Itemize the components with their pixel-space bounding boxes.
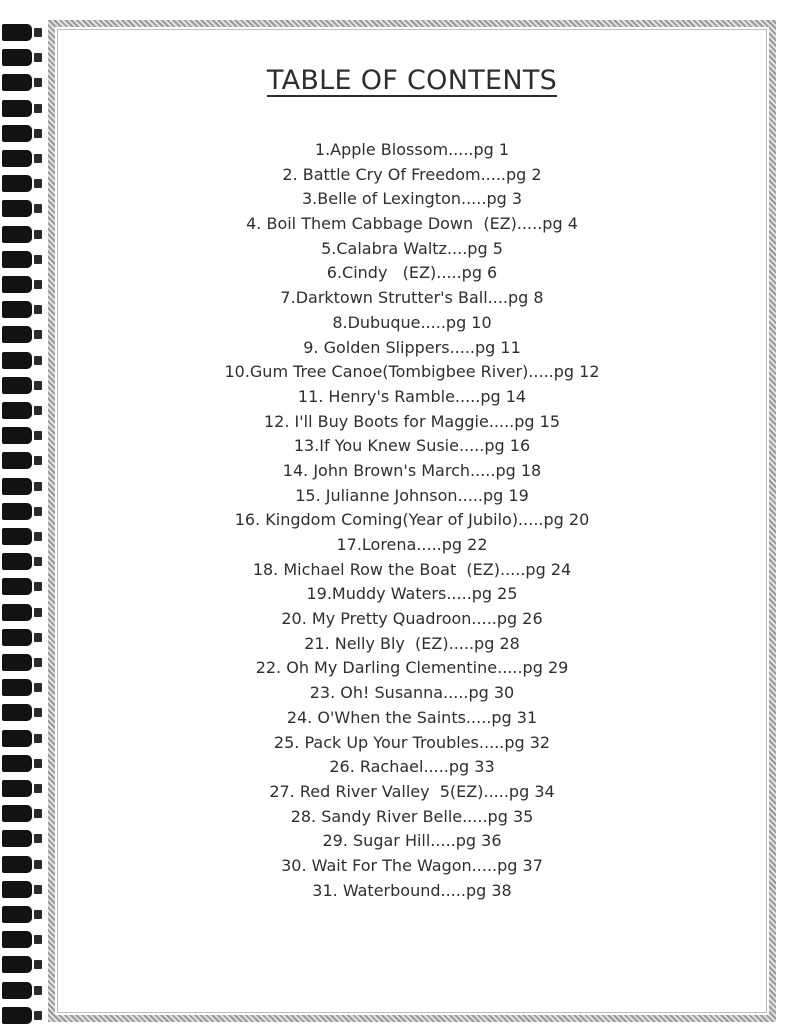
binding-ring	[2, 49, 40, 66]
toc-entry: 12. I'll Buy Boots for Maggie.....pg 15	[263, 411, 561, 431]
toc-entry: 27. Red River Valley 5(EZ).....pg 34	[269, 781, 555, 801]
binding-ring	[2, 74, 40, 91]
binding-ring	[2, 704, 40, 721]
binding-ring	[2, 352, 40, 369]
toc-entry: 13.If You Knew Susie.....pg 16	[293, 436, 531, 456]
binding-ring	[2, 402, 40, 419]
binding-ring	[2, 503, 40, 520]
toc-entry: 10.Gum Tree Canoe(Tombigbee River).....pg 12	[224, 362, 600, 382]
toc-entry: 4. Boil Them Cabbage Down (EZ).....pg 4	[246, 214, 578, 234]
toc-entry: 2. Battle Cry Of Freedom.....pg 2	[282, 164, 542, 184]
binding-ring	[2, 226, 40, 243]
toc-entry: 6.Cindy (EZ).....pg 6	[326, 263, 498, 283]
binding-ring	[2, 100, 40, 117]
toc-entry: 8.Dubuque.....pg 10	[332, 312, 492, 332]
binding-ring	[2, 931, 40, 948]
binding-ring	[2, 377, 40, 394]
toc-entry: 19.Muddy Waters.....pg 25	[306, 584, 518, 604]
binding-ring	[2, 452, 40, 469]
binding-ring	[2, 150, 40, 167]
binding-ring	[2, 125, 40, 142]
toc-entry: 31. Waterbound.....pg 38	[312, 880, 512, 900]
toc-entry: 21. Nelly Bly (EZ).....pg 28	[304, 633, 520, 653]
binding-ring	[2, 301, 40, 318]
binding-ring	[2, 251, 40, 268]
binding-ring	[2, 24, 40, 41]
toc-entry: 17.Lorena.....pg 22	[336, 535, 488, 554]
binding-ring	[2, 553, 40, 570]
toc-entry: 20. My Pretty Quadroon.....pg 26	[281, 609, 543, 629]
binding-ring	[2, 326, 40, 343]
toc-entry: 16. Kingdom Coming(Year of Jubilo).....pg 20	[234, 510, 590, 530]
binding-ring	[2, 755, 40, 772]
toc-entry: 14. John Brown's March.....pg 18	[282, 460, 542, 480]
binding-ring	[2, 805, 40, 822]
binding-ring	[2, 780, 40, 797]
binding-ring	[2, 830, 40, 847]
toc-entry: 26. Rachael.....pg 33	[329, 757, 495, 777]
binding-ring	[2, 200, 40, 217]
page-title-text: TABLE OF CONTENTS	[266, 65, 558, 96]
toc-entry: 3.Belle of Lexington.....pg 3	[301, 189, 523, 209]
toc-entry: 5.Calabra Waltz....pg 5	[321, 238, 503, 258]
toc-entry: 15. Julianne Johnson.....pg 19	[295, 485, 529, 505]
toc-entry: 24. O'When the Saints.....pg 31	[286, 707, 538, 727]
toc-entry: 29. Sugar Hill.....pg 36	[322, 831, 502, 851]
toc-entry: 22. Oh My Darling Clementine.....pg 29	[255, 658, 569, 678]
toc-entry: 23. Oh! Susanna.....pg 30	[309, 683, 515, 703]
toc-entry: 7.Darktown Strutter's Ball....pg 8	[280, 288, 544, 308]
toc-entry: 1.Apple Blossom.....pg 1	[314, 140, 510, 159]
binding-ring	[2, 604, 40, 621]
binding-ring	[2, 175, 40, 192]
toc-entry: 30. Wait For The Wagon.....pg 37	[281, 855, 543, 875]
binding-ring	[2, 629, 40, 646]
binding-ring	[2, 881, 40, 898]
page-content	[55, 27, 769, 1015]
binding-ring	[2, 906, 40, 923]
binding-ring	[2, 856, 40, 873]
binding-ring	[2, 679, 40, 696]
toc-entry: 9. Golden Slippers.....pg 11	[303, 337, 521, 357]
toc-entry: 25. Pack Up Your Troubles.....pg 32	[273, 732, 551, 752]
binding-ring	[2, 427, 40, 444]
binding-ring	[2, 578, 40, 595]
toc-entry: 11. Henry's Ramble.....pg 14	[297, 386, 527, 406]
binding-ring	[2, 956, 40, 973]
spiral-binding	[0, 0, 44, 1032]
binding-ring	[2, 478, 40, 495]
binding-ring	[2, 528, 40, 545]
binding-ring	[2, 730, 40, 747]
table-of-contents-list	[55, 138, 769, 903]
binding-ring	[2, 982, 40, 999]
toc-entry: 18. Michael Row the Boat (EZ).....pg 24	[252, 559, 572, 579]
binding-ring	[2, 276, 40, 293]
toc-entry: 28. Sandy River Belle.....pg 35	[290, 806, 534, 826]
page-title	[55, 65, 769, 96]
binding-ring	[2, 654, 40, 671]
binding-ring	[2, 1007, 40, 1024]
